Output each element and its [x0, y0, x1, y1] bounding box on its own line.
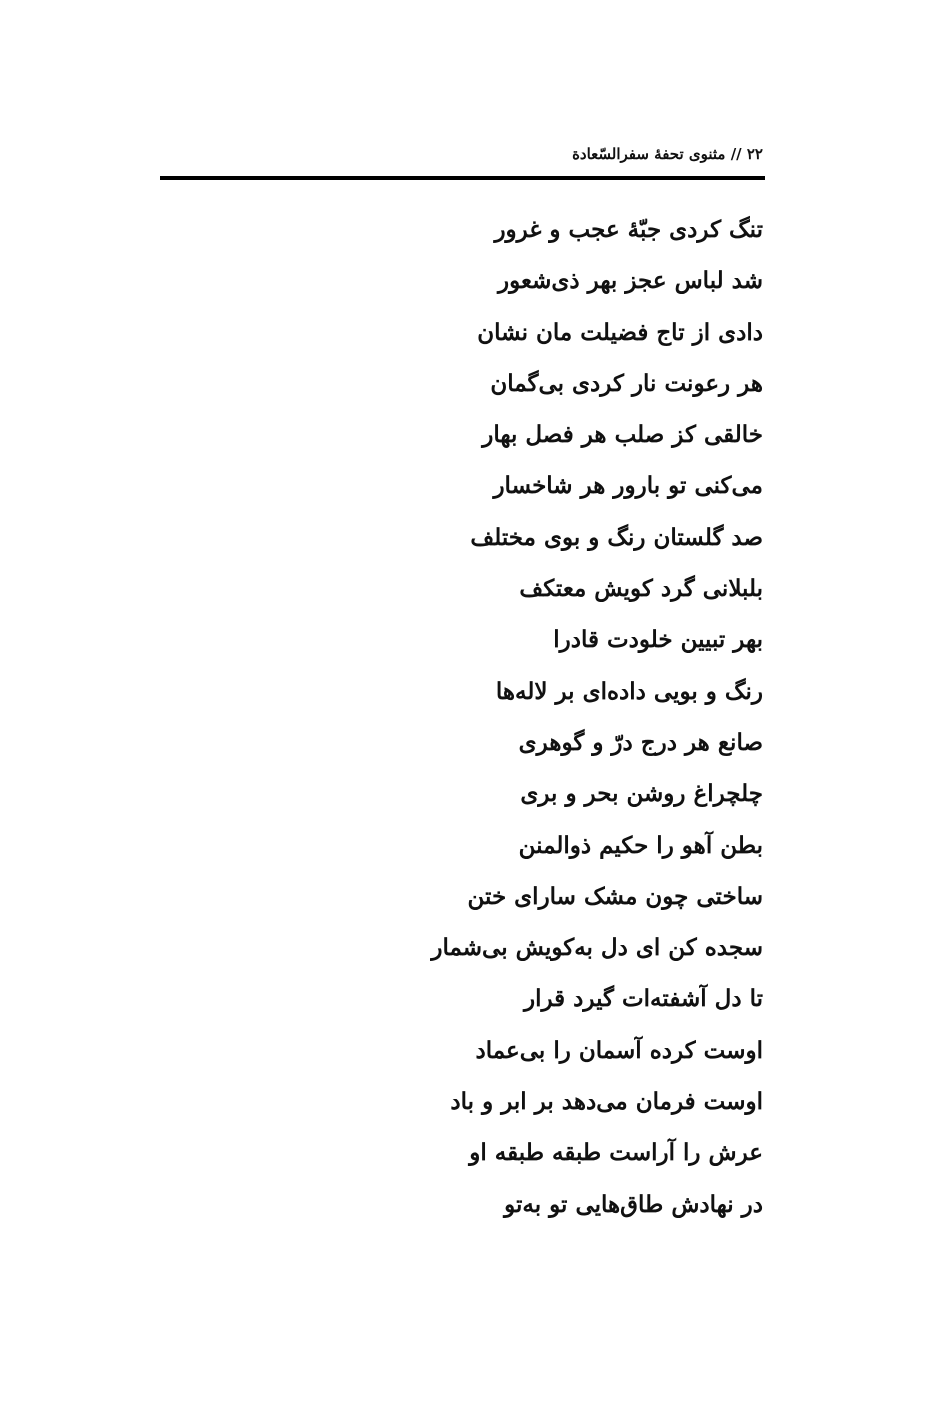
verse-line: صد گلستان رنگ و بوی مختلف: [470, 523, 763, 551]
verse-line: هر رعونت نار کردی بی‌گمان: [490, 369, 763, 397]
verse-line: بهر تبیین خلودت قادرا: [553, 626, 763, 654]
verse-line: خالقی کز صلب هر فصل بهار: [482, 421, 763, 449]
verse-line: تنگ کردی جبّهٔ عجب و غرور: [494, 216, 763, 243]
verse-line: رنگ و بویی داده‌ای بر لاله‌ها: [495, 677, 763, 705]
verse-line: ساختی چون مشک سارای ختن: [467, 882, 763, 910]
verse-line: بلبلانی گرد کویش معتکف: [519, 575, 763, 603]
header-rule: [160, 176, 765, 180]
verse-line: عرش را آراست طبقه طبقه او: [469, 1139, 763, 1167]
verse-line: بطن آهو را حکیم ذوالمنن: [518, 831, 763, 859]
verse-line: دادی از تاج فضیلت مان نشان: [477, 318, 763, 346]
verse-list: [163, 204, 763, 1230]
verse-line: چلچراغ روشن بحر و بری: [520, 780, 763, 808]
running-head: ۲۲ // مثنوی تحفهٔ سفرالسّعادة: [572, 145, 763, 163]
verse-line: سجده کن ای دل به‌کویش بی‌شمار: [431, 934, 763, 962]
verse-line: می‌کنی تو بارور هر شاخسار: [493, 472, 763, 500]
verse-line: صانع هر درج درّ و گوهری: [518, 728, 763, 756]
verse-line: تا دل آشفته‌ات گیرد قرار: [523, 985, 763, 1013]
verse-line: اوست فرمان می‌دهد بر ابر و باد: [450, 1088, 763, 1116]
verse-line: شد لباس عجز بهر ذی‌شعور: [498, 267, 763, 295]
verse-line: در نهادش طاق‌هایی تو به‌تو: [504, 1190, 763, 1218]
verse-line: اوست کرده آسمان را بی‌عماد: [475, 1036, 763, 1064]
